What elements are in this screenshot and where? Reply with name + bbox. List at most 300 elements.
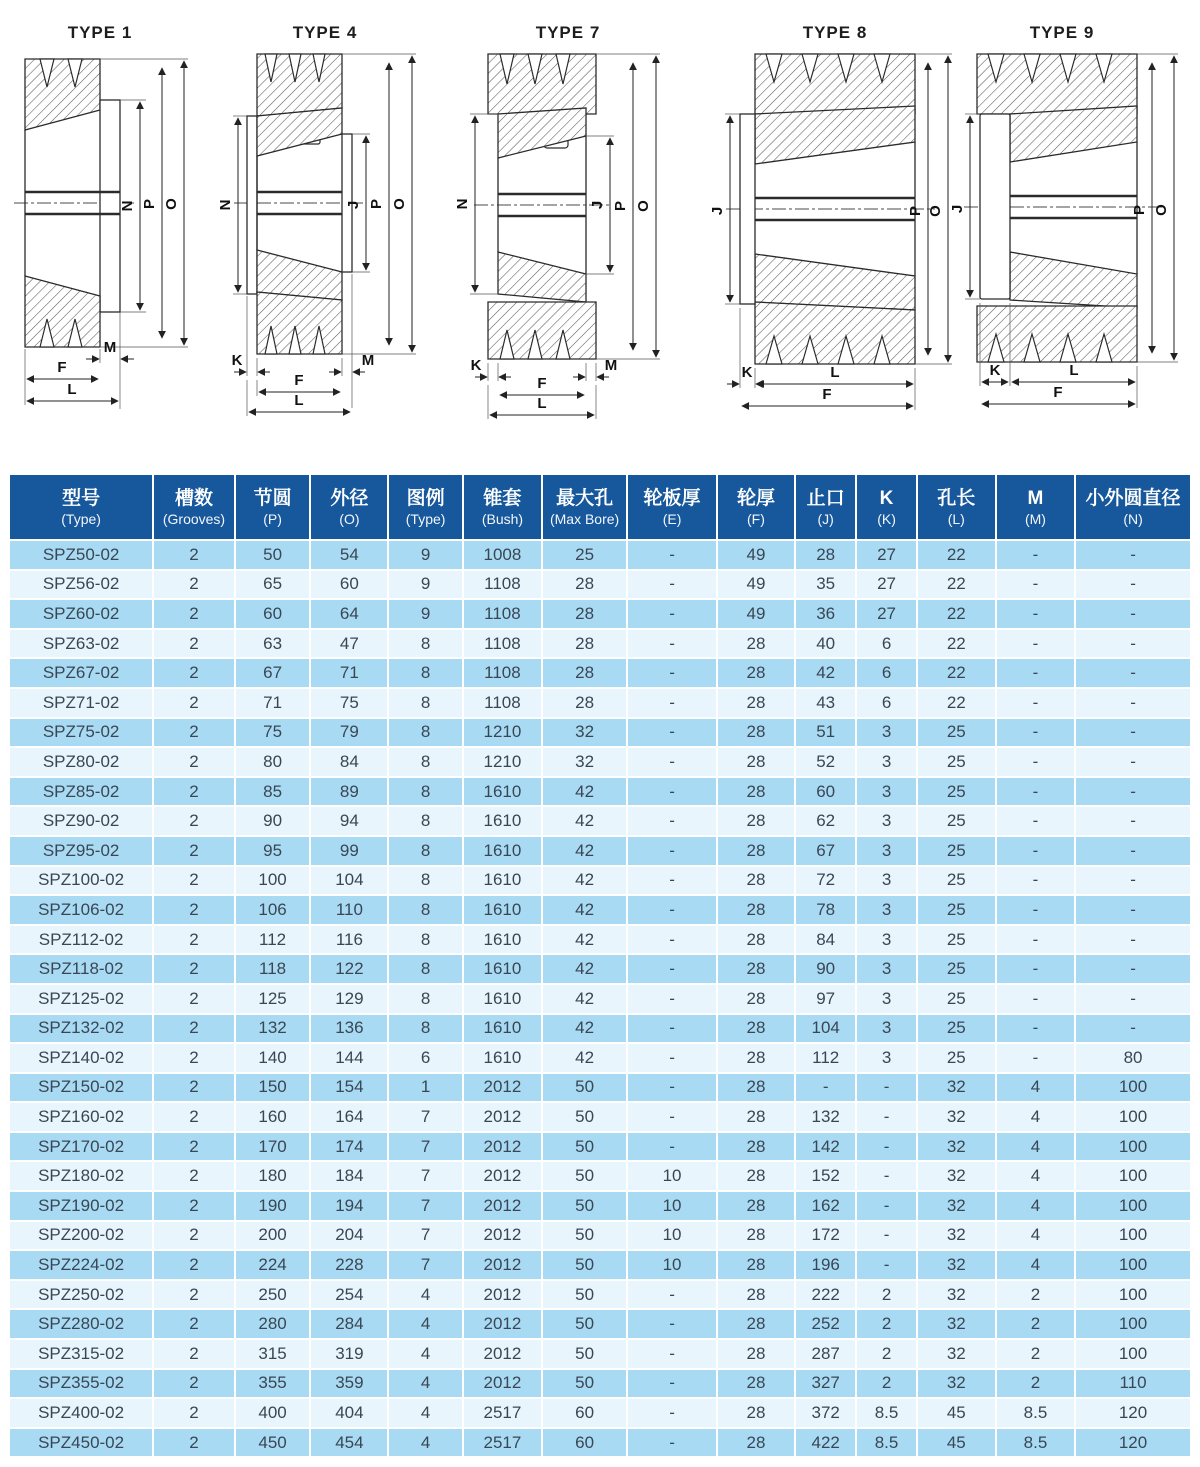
table-cell: 100 [1075,1102,1191,1132]
table-cell: - [1075,599,1191,629]
table-cell: - [1075,836,1191,866]
table-cell: 4 [388,1428,462,1458]
table-cell: 28 [542,688,627,718]
table-cell: 228 [310,1250,388,1280]
table-cell: 60 [542,1398,627,1428]
table-cell: 27 [856,540,916,570]
table-cell: 28 [717,747,795,777]
table-cell: 4 [388,1369,462,1399]
dim-label: M [361,352,375,369]
table-cell: 42 [542,866,627,896]
table-cell: 284 [310,1309,388,1339]
table-cell: 42 [542,806,627,836]
dim-label: K [741,364,753,381]
table-cell: 32 [542,747,627,777]
table-cell: 2 [153,1398,235,1428]
column-header: 轮厚 (F) [717,474,795,540]
dim-label: J [949,204,966,214]
table-cell: 45 [917,1398,996,1428]
table-cell: 8 [388,984,462,1014]
table-cell: - [856,1191,916,1221]
table-cell: 28 [717,688,795,718]
table-cell: 287 [795,1339,856,1369]
column-header: 孔长 (L) [917,474,996,540]
table-cell: 10 [627,1191,717,1221]
table-cell: - [627,866,717,896]
table-cell: 6 [856,629,916,659]
table-cell: 60 [235,599,311,629]
table-cell: 2 [153,1221,235,1251]
table-cell: - [856,1102,916,1132]
table-cell: - [627,1369,717,1399]
table-cell: 2012 [463,1073,542,1103]
table-cell: 89 [310,777,388,807]
dim-label: P [368,198,385,210]
table-cell: 28 [717,1221,795,1251]
table-cell: 28 [717,1250,795,1280]
diagram-title: TYPE 8 [802,23,868,42]
table-cell: - [1075,540,1191,570]
table-cell: 2012 [463,1250,542,1280]
table-cell: 1610 [463,777,542,807]
table-cell: - [627,1043,717,1073]
table-row [9,1161,1191,1191]
table-cell: SPZ250-02 [9,1280,153,1310]
pulley-type-diagrams [0,0,1200,460]
table-cell: - [627,540,717,570]
table-cell: 7 [388,1250,462,1280]
column-header: M (M) [996,474,1075,540]
table-cell: 2 [153,1339,235,1369]
dim-label: N [119,200,136,212]
table-cell: 164 [310,1102,388,1132]
table-cell: 2 [153,1132,235,1162]
dim-label: P [141,198,158,210]
table-cell: 2 [153,1280,235,1310]
table-cell: 1108 [463,688,542,718]
table-cell: 174 [310,1132,388,1162]
table-cell: 10 [627,1161,717,1191]
table-cell: 2 [153,570,235,600]
table-cell: - [996,866,1075,896]
table-cell: SPZ400-02 [9,1398,153,1428]
table-cell: 42 [542,925,627,955]
table-cell: 1108 [463,629,542,659]
dim-label: F [57,359,67,376]
table-cell: 3 [856,954,916,984]
table-row [9,1073,1191,1103]
table-cell: 42 [542,984,627,1014]
table-cell: 162 [795,1191,856,1221]
table-cell: 196 [795,1250,856,1280]
table-cell: 3 [856,836,916,866]
table-cell: SPZ56-02 [9,570,153,600]
table-cell: 2 [996,1339,1075,1369]
table-cell: 50 [542,1339,627,1369]
table-cell: 8 [388,1014,462,1044]
table-cell: - [627,570,717,600]
table-cell: 200 [235,1221,311,1251]
dim-label: K [231,352,243,369]
table-cell: 50 [542,1132,627,1162]
table-cell: 4 [996,1250,1075,1280]
table-cell: 2 [153,806,235,836]
table-cell: 79 [310,718,388,748]
table-cell: - [627,1280,717,1310]
table-cell: 180 [235,1161,311,1191]
table-cell: 136 [310,1014,388,1044]
table-cell: 4 [388,1339,462,1369]
table-cell: 152 [795,1161,856,1191]
table-cell: 22 [917,570,996,600]
table-cell: 90 [795,954,856,984]
table-cell: 6 [856,658,916,688]
table-cell: 71 [310,658,388,688]
table-cell: 52 [795,747,856,777]
table-cell: 2 [856,1369,916,1399]
table-cell: 25 [917,718,996,748]
spec-table [8,473,1192,1458]
dim-label: O [927,205,944,217]
table-cell: SPZ355-02 [9,1369,153,1399]
table-row [9,1043,1191,1073]
table-cell: 25 [917,1014,996,1044]
table-cell: 8 [388,777,462,807]
table-cell: 42 [542,954,627,984]
dim-label: O [163,198,180,210]
table-cell: 9 [388,540,462,570]
table-cell: 100 [1075,1250,1191,1280]
table-cell: 372 [795,1398,856,1428]
table-cell: 204 [310,1221,388,1251]
table-cell: 49 [717,599,795,629]
table-cell: 132 [795,1102,856,1132]
table-cell: 160 [235,1102,311,1132]
table-cell: 9 [388,599,462,629]
table-cell: 154 [310,1073,388,1103]
table-cell: 359 [310,1369,388,1399]
table-cell: 25 [542,540,627,570]
table-cell: - [1075,777,1191,807]
table-cell: - [996,658,1075,688]
table-cell: - [996,954,1075,984]
table-cell: 1210 [463,747,542,777]
table-cell: SPZ140-02 [9,1043,153,1073]
table-cell: 125 [235,984,311,1014]
table-cell: 28 [717,1339,795,1369]
table-row [9,777,1191,807]
table-cell: 84 [795,925,856,955]
dim-label: O [635,200,652,212]
table-cell: 100 [1075,1280,1191,1310]
table-row [9,1014,1191,1044]
table-row [9,895,1191,925]
spec-table-header [9,474,1191,540]
table-cell: 22 [917,599,996,629]
dim-label: L [294,392,304,409]
table-cell: 2012 [463,1369,542,1399]
table-cell: - [856,1132,916,1162]
table-cell: 2 [856,1280,916,1310]
diagram-type-9 [949,23,1178,408]
table-cell: 2 [153,688,235,718]
table-cell: 3 [856,777,916,807]
table-cell: - [1075,984,1191,1014]
table-cell: 110 [310,895,388,925]
table-cell: 100 [1075,1221,1191,1251]
table-cell: 172 [795,1221,856,1251]
table-cell: 27 [856,570,916,600]
table-cell: 194 [310,1191,388,1221]
table-cell: SPZ150-02 [9,1073,153,1103]
table-cell: - [627,1428,717,1458]
table-cell: 50 [542,1102,627,1132]
table-cell: 1610 [463,895,542,925]
table-cell: - [627,599,717,629]
column-header: 节圆 (P) [235,474,311,540]
table-cell: 32 [917,1309,996,1339]
table-cell: 50 [542,1073,627,1103]
diagram-type-4 [217,23,416,416]
diagram-title: TYPE 9 [1029,23,1095,42]
table-cell: 32 [917,1250,996,1280]
table-cell: 8.5 [996,1428,1075,1458]
table-cell: - [627,688,717,718]
table-cell: - [1075,895,1191,925]
table-row [9,1191,1191,1221]
table-cell: 112 [235,925,311,955]
table-cell: 2 [153,866,235,896]
table-row [9,688,1191,718]
table-cell: - [1075,806,1191,836]
table-cell: 9 [388,570,462,600]
table-cell: SPZ85-02 [9,777,153,807]
table-cell: 28 [717,984,795,1014]
table-cell: 2 [153,777,235,807]
table-cell: - [1075,1014,1191,1044]
table-row [9,1369,1191,1399]
table-row [9,1132,1191,1162]
table-cell: 65 [235,570,311,600]
table-cell: 327 [795,1369,856,1399]
table-cell: 100 [1075,1191,1191,1221]
dim-label: P [612,200,629,212]
table-cell: 4 [996,1073,1075,1103]
table-cell: 254 [310,1280,388,1310]
diagram-title: TYPE 1 [67,23,133,42]
table-cell: 100 [1075,1073,1191,1103]
table-cell: SPZ106-02 [9,895,153,925]
table-cell: 3 [856,747,916,777]
table-cell: 50 [542,1221,627,1251]
table-cell: SPZ112-02 [9,925,153,955]
table-cell: 3 [856,866,916,896]
table-cell: 6 [388,1043,462,1073]
table-cell: SPZ80-02 [9,747,153,777]
table-cell: 60 [542,1428,627,1458]
table-cell: SPZ50-02 [9,540,153,570]
table-cell: 8 [388,866,462,896]
table-cell: SPZ200-02 [9,1221,153,1251]
table-cell: - [996,629,1075,659]
table-cell: 99 [310,836,388,866]
header-row [9,474,1191,540]
table-cell: - [1075,925,1191,955]
table-cell: 2 [153,1161,235,1191]
table-cell: 8 [388,718,462,748]
table-cell: 25 [917,984,996,1014]
table-cell: 2 [153,1073,235,1103]
table-cell: 2 [153,599,235,629]
table-cell: 7 [388,1102,462,1132]
table-cell: SPZ63-02 [9,629,153,659]
table-cell: 28 [717,1132,795,1162]
table-cell: SPZ280-02 [9,1309,153,1339]
table-cell: 150 [235,1073,311,1103]
table-cell: 2 [153,1191,235,1221]
table-cell: 319 [310,1339,388,1369]
table-cell: 8 [388,806,462,836]
table-cell: 2 [856,1339,916,1369]
table-cell: 25 [917,777,996,807]
table-cell: 2 [153,895,235,925]
table-cell: 28 [717,866,795,896]
table-cell: 1108 [463,658,542,688]
column-header: 止口 (J) [795,474,856,540]
table-cell: - [996,806,1075,836]
table-cell: 25 [917,806,996,836]
table-cell: 63 [235,629,311,659]
table-cell: 3 [856,1014,916,1044]
column-header: 轮板厚 (E) [627,474,717,540]
table-cell: 2 [153,1043,235,1073]
table-cell: 110 [1075,1369,1191,1399]
table-cell: 104 [795,1014,856,1044]
table-cell: 22 [917,540,996,570]
table-cell: SPZ160-02 [9,1102,153,1132]
table-cell: 2 [996,1309,1075,1339]
column-header: 小外圆直径 (N) [1075,474,1191,540]
table-cell: 28 [717,1014,795,1044]
table-cell: 28 [717,658,795,688]
table-cell: SPZ95-02 [9,836,153,866]
table-cell: 28 [542,570,627,600]
table-cell: 47 [310,629,388,659]
dim-label: F [1053,384,1063,401]
table-cell: 22 [917,658,996,688]
diagram-type-7 [454,23,660,419]
table-cell: - [627,718,717,748]
table-row [9,925,1191,955]
table-cell: 28 [717,629,795,659]
dim-label: L [67,381,77,398]
table-cell: 315 [235,1339,311,1369]
table-cell: 35 [795,570,856,600]
table-cell: 4 [996,1102,1075,1132]
table-cell: 1610 [463,954,542,984]
table-cell: 32 [917,1073,996,1103]
table-cell: 140 [235,1043,311,1073]
table-cell: 28 [717,1191,795,1221]
table-cell: 28 [717,1073,795,1103]
table-cell: 50 [542,1191,627,1221]
table-cell: 8.5 [856,1428,916,1458]
table-cell: 8 [388,747,462,777]
table-cell: - [627,1073,717,1103]
table-cell: 42 [542,836,627,866]
dim-label: N [217,199,234,211]
table-cell: 100 [1075,1339,1191,1369]
table-cell: 50 [542,1280,627,1310]
table-cell: 2517 [463,1398,542,1428]
table-cell: 2 [856,1309,916,1339]
table-cell: 22 [917,629,996,659]
table-cell: - [627,1132,717,1162]
table-cell: 7 [388,1132,462,1162]
table-cell: 8 [388,688,462,718]
table-cell: 32 [542,718,627,748]
table-cell: 50 [235,540,311,570]
table-cell: 1610 [463,866,542,896]
table-cell: 28 [717,1428,795,1458]
table-cell: - [627,1102,717,1132]
table-cell: 3 [856,1043,916,1073]
table-cell: 28 [717,1309,795,1339]
table-cell: 8 [388,954,462,984]
table-row [9,984,1191,1014]
table-row [9,629,1191,659]
table-cell: 3 [856,806,916,836]
table-cell: - [996,925,1075,955]
table-cell: - [795,1073,856,1103]
table-cell: 1610 [463,925,542,955]
table-cell: 106 [235,895,311,925]
table-cell: 2 [153,925,235,955]
table-cell: 28 [717,1102,795,1132]
dim-label: F [822,386,832,403]
table-cell: 8.5 [996,1398,1075,1428]
table-cell: 28 [717,895,795,925]
column-header: 最大孔 (Max Bore) [542,474,627,540]
column-header: 图例 (Type) [388,474,462,540]
table-cell: 25 [917,954,996,984]
table-cell: 32 [917,1102,996,1132]
table-cell: 112 [795,1043,856,1073]
table-cell: 2 [996,1369,1075,1399]
table-row [9,806,1191,836]
diagram-type-8 [709,23,952,410]
table-cell: SPZ71-02 [9,688,153,718]
table-cell: 2012 [463,1132,542,1162]
table-row [9,540,1191,570]
table-cell: 60 [310,570,388,600]
table-cell: 2012 [463,1161,542,1191]
diagram-type-1 [14,23,188,409]
table-cell: - [627,1309,717,1339]
table-row [9,1398,1191,1428]
table-cell: 2 [153,1369,235,1399]
table-cell: 2517 [463,1428,542,1458]
table-cell: - [627,658,717,688]
table-cell: 120 [1075,1428,1191,1458]
table-cell: 49 [717,570,795,600]
table-cell: 2 [153,1428,235,1458]
table-cell: SPZ180-02 [9,1161,153,1191]
table-cell: 2 [153,984,235,1014]
column-header: 外径 (O) [310,474,388,540]
table-cell: - [996,540,1075,570]
table-cell: 25 [917,1043,996,1073]
